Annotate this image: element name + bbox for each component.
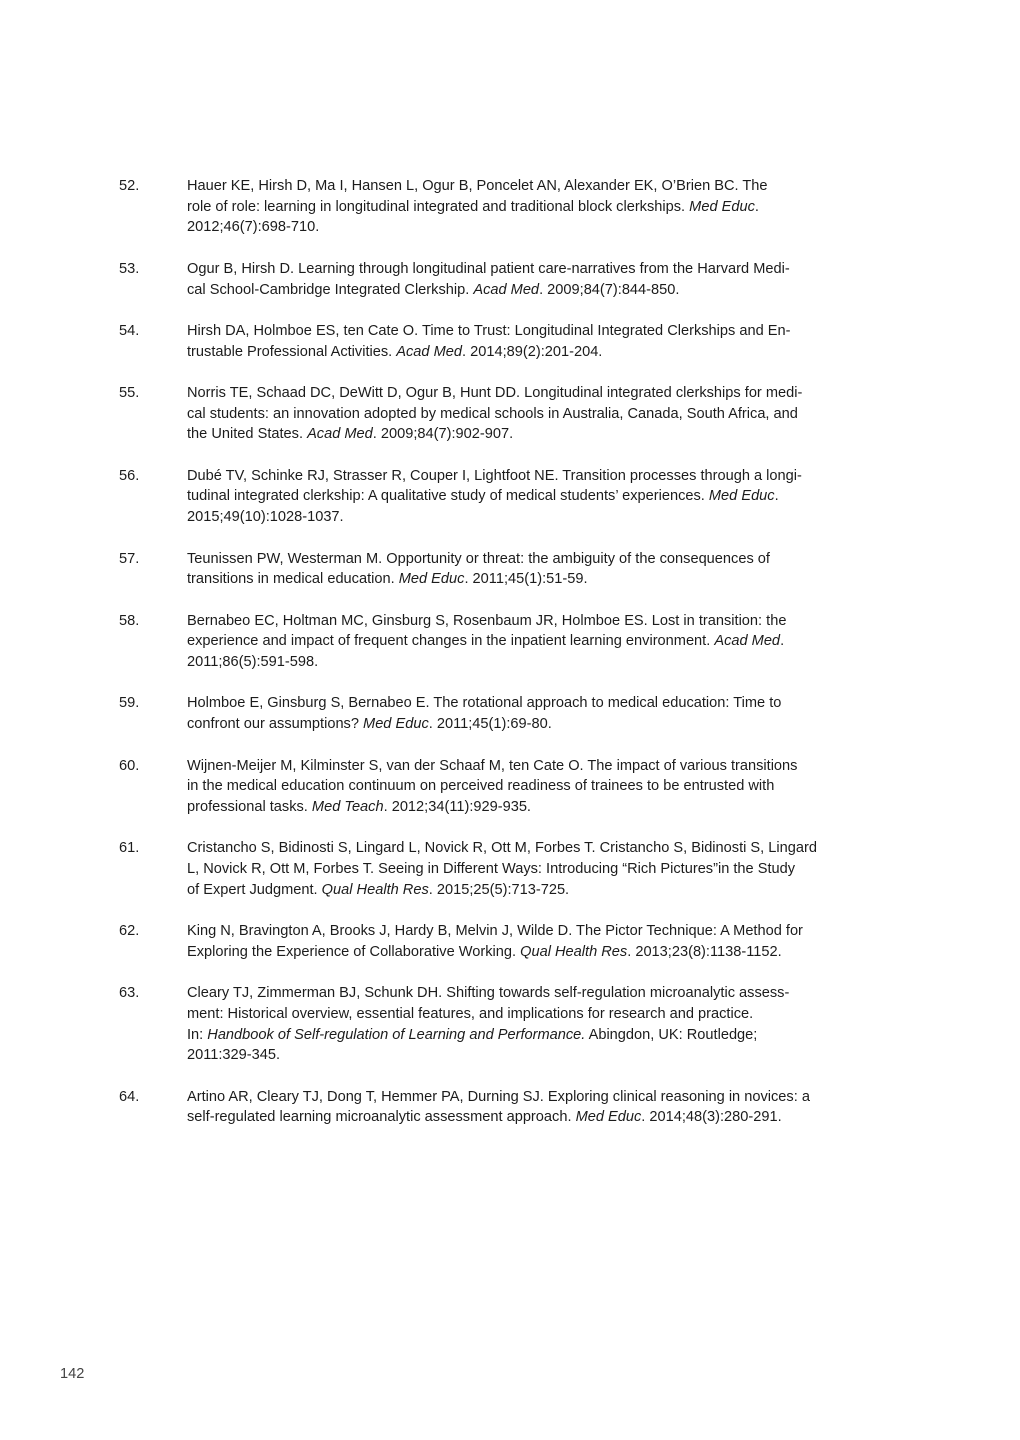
reference-item-61	[119, 838, 849, 900]
journal-name: Acad Med	[473, 281, 540, 298]
reference-item-62	[119, 921, 849, 962]
journal-name: Med Educ	[398, 571, 465, 588]
reference-text: Artino AR, Cleary TJ, Dong T, Hemmer PA, Durning SJ. Exploring clinical reasoning in novices: a self-regulated learning microanalytic assessment approach. Med Educ. 2014;48(3):280-291.	[187, 1088, 810, 1126]
reference-text: Dubé TV, Schinke RJ, Strasser R, Couper I, Lightfoot NE. Transition processes through a longi- tudinal integrated clerkship: A qualitative study of medical students’ experiences. Med Educ. 2015;49(10):1028-1037.	[187, 467, 802, 526]
reference-item-56	[119, 466, 849, 528]
reference-text: Cleary TJ, Zimmerman BJ, Schunk DH. Shifting towards self-regulation microanalytic assess- ment: Historical overview, essential features, and implications for research and practice. In: Handbook of Self-regulation of Learning and Performance. Abingdon, UK: Routledge; 2011:329-345.	[187, 985, 790, 1064]
reference-item-54	[119, 321, 849, 362]
journal-name: Med Educ	[575, 1109, 642, 1126]
reference-item-58	[119, 611, 849, 673]
reference-number: 56.	[119, 467, 140, 484]
reference-number: 57.	[119, 550, 140, 567]
reference-number: 63.	[119, 985, 140, 1002]
reference-number: 53.	[119, 260, 140, 277]
reference-text: Norris TE, Schaad DC, DeWitt D, Ogur B, Hunt DD. Longitudinal integrated clerkships for medi- cal students: an innovation adopted by medical schools in Australia, Canada, South Africa, and the United States. Acad Med. 2009;84(7):902-907.	[187, 384, 803, 443]
reference-number: 59.	[119, 695, 140, 712]
journal-name: Qual Health Res	[520, 943, 628, 960]
reference-item-60	[119, 756, 849, 818]
journal-name: Med Educ	[689, 198, 755, 215]
reference-number: 58.	[119, 612, 140, 629]
reference-text: King N, Bravington A, Brooks J, Hardy B, Melvin J, Wilde D. The Pictor Technique: A Method for Exploring the Experience of Collaborative Working. Qual Health Res. 2013;23(8):1138-1152.	[187, 923, 803, 960]
journal-name: Acad Med	[307, 426, 373, 443]
reference-text: Ogur B, Hirsh D. Learning through longitudinal patient care-narratives from the Harvard Medi- cal School-Cambridge Integrated Clerkship. Acad Med. 2009;84(7):844-850.	[187, 260, 790, 298]
journal-name: Qual Health Res	[321, 881, 429, 898]
reference-item-57	[119, 549, 849, 590]
reference-text: Wijnen-Meijer M, Kilminster S, van der Schaaf M, ten Cate O. The impact of various transitions in the medical education continuum on perceived readiness of trainees to be entrusted with professional tasks. Med Teach. 2012;34(11):929-935.	[187, 757, 798, 815]
reference-item-64	[119, 1087, 849, 1128]
book-title: Handbook of Self-regulation of Learning and Performance.	[207, 1026, 586, 1043]
reference-number: 55.	[119, 384, 140, 401]
reference-item-52	[119, 176, 849, 238]
reference-text: Bernabeo EC, Holtman MC, Ginsburg S, Rosenbaum JR, Holmboe ES. Lost in transition: the experience and impact of frequent changes in the inpatient learning environment. Acad Med. 2011;86(5):591-598.	[187, 612, 787, 671]
reference-number: 54.	[119, 322, 140, 339]
reference-item-63	[119, 983, 849, 1066]
reference-text: Hauer KE, Hirsh D, Ma I, Hansen L, Ogur B, Poncelet AN, Alexander EK, O’Brien BC. The role of role: learning in longitudinal integrated and traditional block clerkships. Med Educ. 2012;46(7):698-710.	[187, 178, 768, 236]
reference-item-59	[119, 693, 849, 734]
journal-name: Med Educ	[708, 488, 775, 505]
journal-name: Acad Med	[714, 633, 781, 650]
journal-name: Acad Med	[396, 343, 462, 360]
reference-text: Holmboe E, Ginsburg S, Bernabeo E. The rotational approach to medical education: Time to confront our assumptions? Med Educ. 2011;45(1):69-80.	[187, 695, 782, 733]
reference-number: 61.	[119, 840, 140, 857]
reference-item-53	[119, 259, 849, 300]
page-number: 142	[60, 1366, 85, 1382]
reference-number: 52.	[119, 178, 140, 194]
reference-text: Cristancho S, Bidinosti S, Lingard L, Novick R, Ott M, Forbes T. Cristancho S, Bidinosti S, Lingard L, Novick R, Ott M, Forbes T. Seeing in Different Ways: Introducing “Rich Pictures”in the Study of Expert Judgment. Qual Health Res. 2015;25(5):713-725.	[187, 840, 817, 898]
reference-item-55	[119, 383, 849, 445]
reference-number: 60.	[119, 757, 140, 774]
journal-name: Med Teach	[311, 798, 384, 815]
reference-list	[119, 176, 849, 1149]
journal-name: Med Educ	[363, 716, 429, 733]
reference-number: 64.	[119, 1088, 140, 1105]
reference-text: Hirsh DA, Holmboe ES, ten Cate O. Time to Trust: Longitudinal Integrated Clerkships and En- trustable Professional Activities. Acad Med. 2014;89(2):201-204.	[187, 322, 791, 360]
reference-text: Teunissen PW, Westerman M. Opportunity or threat: the ambiguity of the consequences of transitions in medical education. Med Educ. 2011;45(1):51-59.	[187, 550, 770, 588]
reference-number: 62.	[119, 923, 140, 940]
